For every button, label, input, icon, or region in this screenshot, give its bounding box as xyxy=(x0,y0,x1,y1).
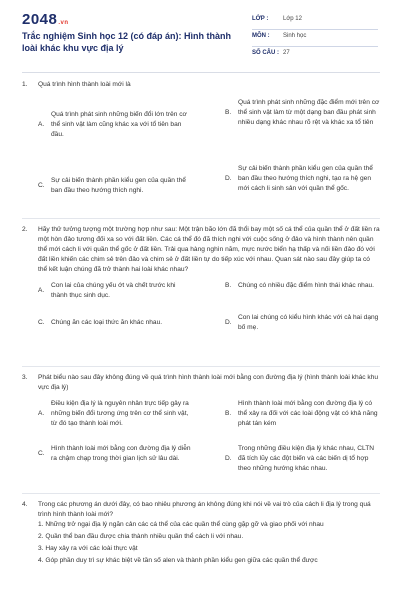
question-stem: Hãy thử tưởng tượng một trường hợp như sau: Một trận bão lớn đã thổi bay một số cá thể của quần thể ở đất liền ra một hòn đảo tương đối xa so với đất liền. Các cá thể đó đã thích nghi với cuộc sống ở đảo và hình thành nên quần thể mới cách li với quần thể gốc ở đất liền. Trải qua hàng nghìn năm, mực nước biển hạ thấp và nối liền đảo đó với đất liền khiến các chim sẻ trên đảo và chim sẻ ở đất liền tự do tiếp xúc với nhau. Quan sát nào sau đây giúp ta có thể kết luận chúng đã trở thành hai loài khác nhau? xyxy=(38,226,380,273)
quiz-meta xyxy=(252,13,378,63)
option-c[interactable] xyxy=(22,176,193,196)
option-text: Chúng có nhiều đặc điểm hình thái khác nhau. xyxy=(238,282,374,289)
option-label: C. xyxy=(38,450,45,457)
option-b[interactable] xyxy=(209,98,380,128)
logo-suffix: .vn xyxy=(58,20,69,26)
page-header xyxy=(0,0,400,64)
options xyxy=(22,98,380,218)
option-label: D. xyxy=(225,175,232,182)
question-stem: Quá trình hình thành loài mới là xyxy=(38,81,131,88)
option-c[interactable] xyxy=(22,444,193,464)
option-b[interactable] xyxy=(209,281,380,291)
option-text: Quá trình phát sinh những biến đổi lớn trên cơ thể sinh vật làm cũng khác xa với tổ tiên ban đầu. xyxy=(51,111,187,138)
question-3 xyxy=(22,373,380,481)
logo-number: 2048 xyxy=(22,11,58,28)
meta-value: Lớp 12 xyxy=(283,16,302,22)
option-label: B. xyxy=(225,410,232,417)
statement-item: 1. Những trở ngại địa lý ngăn cản các cá thể của các quần thể cùng gặp gỡ và giao phối với nhau xyxy=(38,521,324,528)
option-label: C. xyxy=(38,319,45,326)
option-text: Sự cải biến thành phần kiểu gen của quần thể ban đầu theo hướng thích nghi. xyxy=(51,177,186,194)
option-label: A. xyxy=(38,287,45,294)
meta-subject xyxy=(252,30,378,47)
question-divider xyxy=(22,493,380,494)
question-number: 2. xyxy=(22,226,28,233)
meta-key: MÔN : xyxy=(252,33,270,39)
question-number: 4. xyxy=(22,501,28,508)
option-b[interactable] xyxy=(209,399,380,429)
option-text: Trong những điều kiện địa lý khác nhau, CLTN đã tích lũy các đột biến và các biến dị tổ hợp theo những hướng khác nhau. xyxy=(238,445,374,472)
option-text: Chúng ăn các loại thức ăn khác nhau. xyxy=(51,319,163,326)
option-a[interactable] xyxy=(22,110,193,140)
options xyxy=(22,399,380,481)
question-stem: Trong các phương án dưới đây, có bao nhiêu phương án không đúng khi nói về vai trò của cách li địa lý trong quá trình hình thành loài mới? xyxy=(38,501,371,518)
question-text xyxy=(22,373,380,393)
question-4 xyxy=(22,500,380,566)
meta-count xyxy=(252,47,378,63)
question-divider xyxy=(22,366,380,367)
meta-class xyxy=(252,13,378,30)
option-label: A. xyxy=(38,410,45,417)
option-text: Sự cải biến thành phần kiểu gen của quần thể ban đầu theo hướng thích nghi, tạo ra hệ gen mới cách li sinh sản với quần thể gốc. xyxy=(238,165,373,192)
option-a[interactable] xyxy=(22,399,193,429)
option-label: D. xyxy=(225,319,232,326)
statement-item: 4. Góp phần duy trì sự khác biệt về tần số alen và thành phần kiểu gen giữa các quần thể được xyxy=(38,557,318,564)
header-divider xyxy=(22,72,380,73)
option-d[interactable] xyxy=(209,444,380,474)
meta-value: 27 xyxy=(283,50,290,56)
option-text: Con lai chúng có kiểu hình khác với cả hai dạng bố mẹ. xyxy=(238,314,379,331)
option-text: Hình thành loài mới bằng con đường địa lý diễn ra chậm chạp trong thời gian lịch sử lâu dài. xyxy=(51,445,191,462)
statement-item: 2. Quần thể ban đầu được chia thành nhiều quần thể cách li với nhau. xyxy=(38,533,244,540)
statement-item: 3. Hay xảy ra với các loài thực vật xyxy=(38,545,138,552)
option-a[interactable] xyxy=(22,281,193,301)
option-label: C. xyxy=(38,182,45,189)
option-label: D. xyxy=(225,455,232,462)
question-divider xyxy=(22,218,380,219)
page-title: Trắc nghiệm Sinh học 12 (có đáp án): Hình thành loài khác khu vực địa lý xyxy=(22,31,232,53)
option-text: Điều kiện địa lý là nguyên nhân trực tiếp gây ra những biến đổi tương ứng trên cơ thể sinh vật, từ đó tạo thành loài mới. xyxy=(51,400,189,427)
question-1 xyxy=(22,80,380,218)
question-number: 3. xyxy=(22,374,28,381)
question-2 xyxy=(22,225,380,347)
site-logo[interactable] xyxy=(22,11,69,28)
question-text xyxy=(22,500,380,520)
option-label: B. xyxy=(225,109,232,116)
question-number: 1. xyxy=(22,81,28,88)
question-text xyxy=(22,80,380,90)
option-c[interactable] xyxy=(22,318,193,328)
meta-key: LỚP : xyxy=(252,16,269,22)
question-stem: Phát biểu nào sau đây không đúng về quá trình hình thành loài mới bằng con đường địa lý (hình thành loài khác khu vực địa lý) xyxy=(38,374,379,391)
options xyxy=(22,281,380,347)
option-d[interactable] xyxy=(209,313,380,333)
option-label: A. xyxy=(38,121,45,128)
meta-value: Sinh học xyxy=(283,33,307,39)
meta-key: SỐ CÂU : xyxy=(252,50,279,56)
question-text xyxy=(22,225,380,275)
option-text: Con lai của chúng yếu ớt và chết trước khi thành thục sinh dục. xyxy=(51,282,176,299)
option-d[interactable] xyxy=(209,164,380,194)
option-label: B. xyxy=(225,282,232,289)
option-text: Quá trình phát sinh những đặc điểm mới trên cơ thể sinh vật làm từ một dạng ban đầu phát sinh nhiều dạng khác nhau rõ rệt và khác xa tổ tiên xyxy=(238,99,380,126)
option-text: Hình thành loài mới bằng con đường địa lý có thể xảy ra đối với các loài động vật có khả năng phát tán kém xyxy=(238,400,378,427)
